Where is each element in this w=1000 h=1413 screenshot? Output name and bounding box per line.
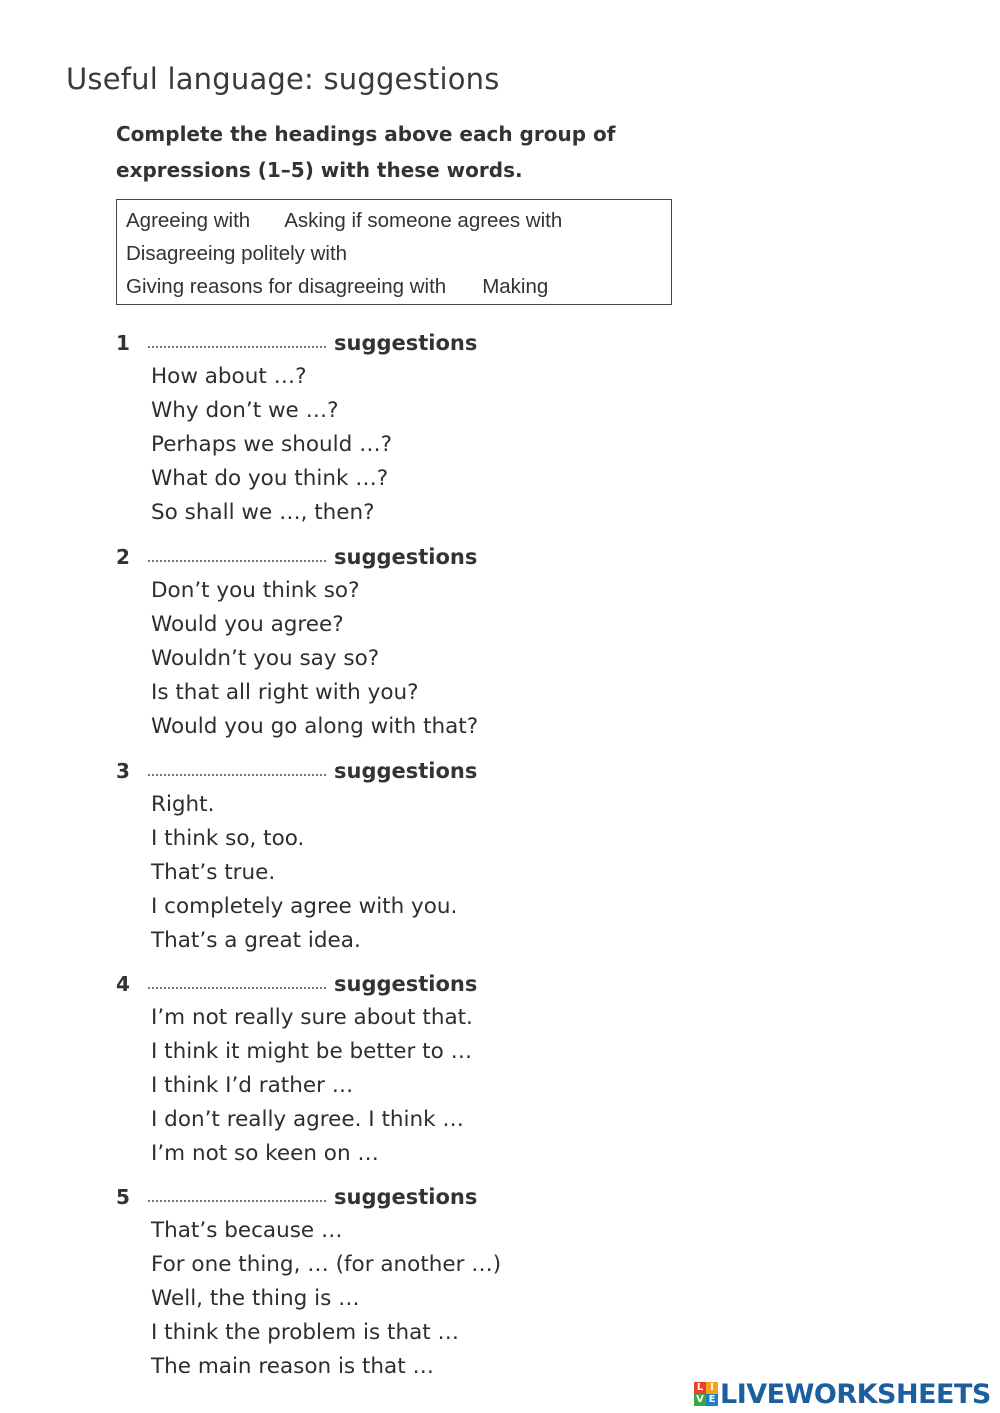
group-number: 4 xyxy=(116,972,130,996)
expression-list xyxy=(151,574,478,744)
word-option: Asking if someone agrees with xyxy=(284,209,563,232)
expression-group-4 xyxy=(116,967,477,1171)
expression: So shall we …, then? xyxy=(151,500,375,525)
expression-list xyxy=(151,1214,501,1384)
answer-blank[interactable] xyxy=(148,977,326,989)
expression: Is that all right with you? xyxy=(151,680,419,705)
expression: I think so, too. xyxy=(151,826,305,851)
expression-list xyxy=(151,788,477,958)
expression: Would you agree? xyxy=(151,612,344,637)
logo-mark-letter: V xyxy=(694,1394,706,1406)
expression: That’s a great idea. xyxy=(151,928,361,953)
expression: I think it might be better to … xyxy=(151,1039,473,1064)
heading-word: suggestions xyxy=(334,545,478,569)
expression-list xyxy=(151,360,477,530)
expression-group-1 xyxy=(116,326,477,530)
group-number: 5 xyxy=(116,1185,130,1209)
expression: The main reason is that … xyxy=(151,1354,434,1379)
expression: That’s because … xyxy=(151,1218,343,1243)
expression-list xyxy=(151,1001,477,1171)
expression: Well, the thing is … xyxy=(151,1286,360,1311)
group-number: 2 xyxy=(116,545,130,569)
group-heading xyxy=(116,540,478,574)
expression-group-3 xyxy=(116,754,477,958)
word-option: Making xyxy=(482,275,549,298)
heading-word: suggestions xyxy=(334,1185,478,1209)
expression: For one thing, … (for another …) xyxy=(151,1252,502,1277)
group-heading xyxy=(116,326,477,360)
word-box-row xyxy=(126,237,662,270)
instructions: Complete the headings above each group of expressions (1–5) with these words. xyxy=(116,122,616,182)
expression: I completely agree with you. xyxy=(151,894,458,919)
expression: What do you think …? xyxy=(151,466,389,491)
word-box-row xyxy=(126,204,662,237)
group-number: 3 xyxy=(116,759,130,783)
expression: Don’t you think so? xyxy=(151,578,360,603)
group-heading xyxy=(116,1180,501,1214)
heading-word: suggestions xyxy=(334,972,478,996)
logo-mark-letter: L xyxy=(694,1382,706,1394)
word-option: Giving reasons for disagreeing with xyxy=(126,275,447,298)
group-heading xyxy=(116,754,477,788)
word-box-row xyxy=(126,270,662,303)
expression: I’m not really sure about that. xyxy=(151,1005,473,1030)
page-title: Useful language: suggestions xyxy=(66,62,500,96)
answer-blank[interactable] xyxy=(148,550,326,562)
group-heading xyxy=(116,967,477,1001)
word-option: Agreeing with xyxy=(126,209,251,232)
expression: Wouldn’t you say so? xyxy=(151,646,380,671)
expression: Why don’t we …? xyxy=(151,398,339,423)
expression: Right. xyxy=(151,792,215,817)
expression: How about …? xyxy=(151,364,307,389)
group-number: 1 xyxy=(116,331,130,355)
expression: That’s true. xyxy=(151,860,276,885)
expression: I think the problem is that … xyxy=(151,1320,460,1345)
expression: Perhaps we should …? xyxy=(151,432,392,457)
expression-group-2 xyxy=(116,540,478,744)
word-box xyxy=(116,199,672,305)
logo-mark-icon xyxy=(694,1382,718,1406)
heading-word: suggestions xyxy=(334,759,478,783)
expression: I don’t really agree. I think … xyxy=(151,1107,464,1132)
logo-mark-letter: I xyxy=(706,1382,718,1394)
logo-mark-letter: E xyxy=(706,1394,718,1406)
expression: I’m not so keen on … xyxy=(151,1141,379,1166)
expression-group-5 xyxy=(116,1180,501,1384)
answer-blank[interactable] xyxy=(148,1190,326,1202)
word-option: Disagreeing politely with xyxy=(126,242,348,265)
heading-word: suggestions xyxy=(334,331,478,355)
answer-blank[interactable] xyxy=(148,764,326,776)
logo-text: LIVEWORKSHEETS xyxy=(720,1378,991,1410)
expression: I think I’d rather … xyxy=(151,1073,354,1098)
liveworksheets-logo[interactable] xyxy=(694,1378,991,1410)
expression: Would you go along with that? xyxy=(151,714,479,739)
answer-blank[interactable] xyxy=(148,336,326,348)
